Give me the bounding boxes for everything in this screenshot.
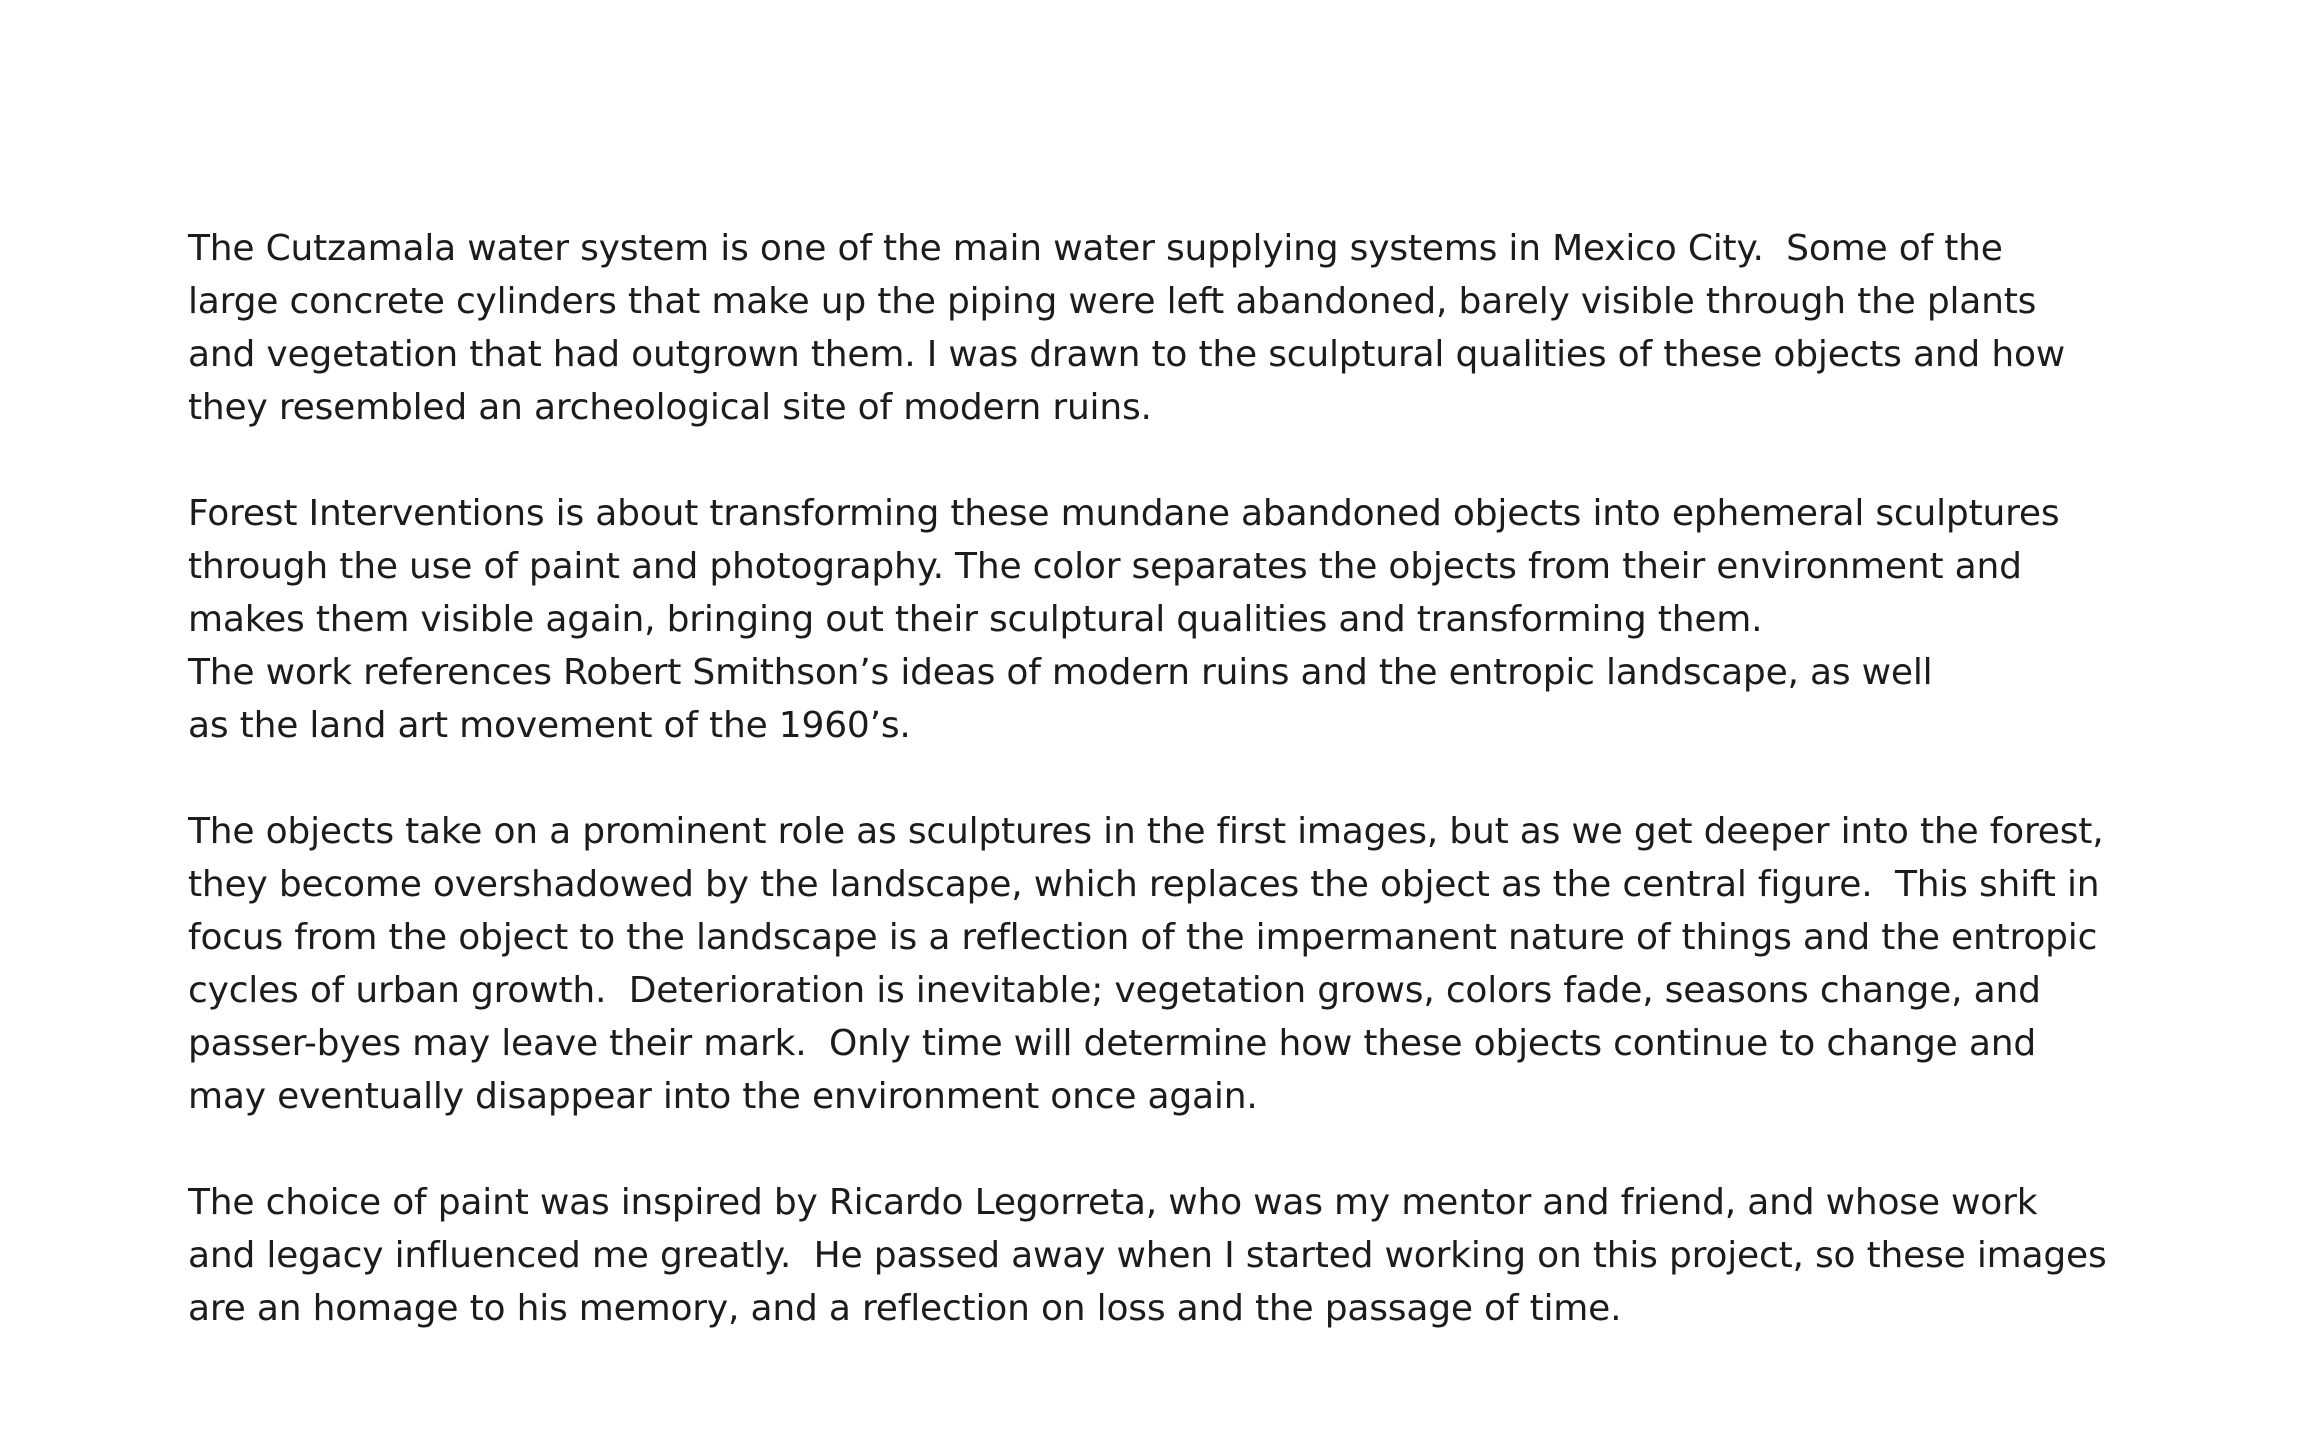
text-line: Forest Interventions is about transforming these mundane abandoned objects into ephemeral sculptures <box>188 493 2060 534</box>
text-line: are an homage to his memory, and a reflection on loss and the passage of time. <box>188 1288 1622 1329</box>
text-line: may eventually disappear into the environment once again. <box>188 1076 1258 1117</box>
text-line: and legacy influenced me greatly. He passed away when I started working on this project, so these images <box>188 1235 2107 1276</box>
paragraph-3 <box>188 805 2188 1123</box>
paragraph-2 <box>188 487 2188 752</box>
text-line: passer-byes may leave their mark. Only time will determine how these objects continue to change and <box>188 1023 2036 1064</box>
text-line: cycles of urban growth. Deterioration is inevitable; vegetation grows, colors fade, seasons change, and <box>188 970 2041 1011</box>
text-line: they resembled an archeological site of modern ruins. <box>188 387 1152 428</box>
text-line: The objects take on a prominent role as sculptures in the first images, but as we get deeper into the forest, <box>188 811 2104 852</box>
text-line: they become overshadowed by the landscape, which replaces the object as the central figure. This shift in <box>188 864 2100 905</box>
text-line: large concrete cylinders that make up the piping were left abandoned, barely visible through the plants <box>188 281 2037 322</box>
text-line: makes them visible again, bringing out their sculptural qualities and transforming them. <box>188 599 1763 640</box>
text-line: focus from the object to the landscape is a reflection of the impermanent nature of things and the entropic <box>188 917 2098 958</box>
text-line: as the land art movement of the 1960’s. <box>188 705 911 746</box>
text-line: The choice of paint was inspired by Ricardo Legorreta, who was my mentor and friend, and whose work <box>188 1182 2038 1223</box>
text-line: The work references Robert Smithson’s ideas of modern ruins and the entropic landscape, as well <box>188 652 1933 693</box>
text-line: and vegetation that had outgrown them. I was drawn to the sculptural qualities of these objects and how <box>188 334 2066 375</box>
artist-statement <box>188 222 2188 1335</box>
paragraph-4 <box>188 1176 2188 1335</box>
paragraph-1 <box>188 222 2188 434</box>
text-line: The Cutzamala water system is one of the main water supplying systems in Mexico City. Some of the <box>188 228 2003 269</box>
text-line: through the use of paint and photography. The color separates the objects from their environment and <box>188 546 2022 587</box>
